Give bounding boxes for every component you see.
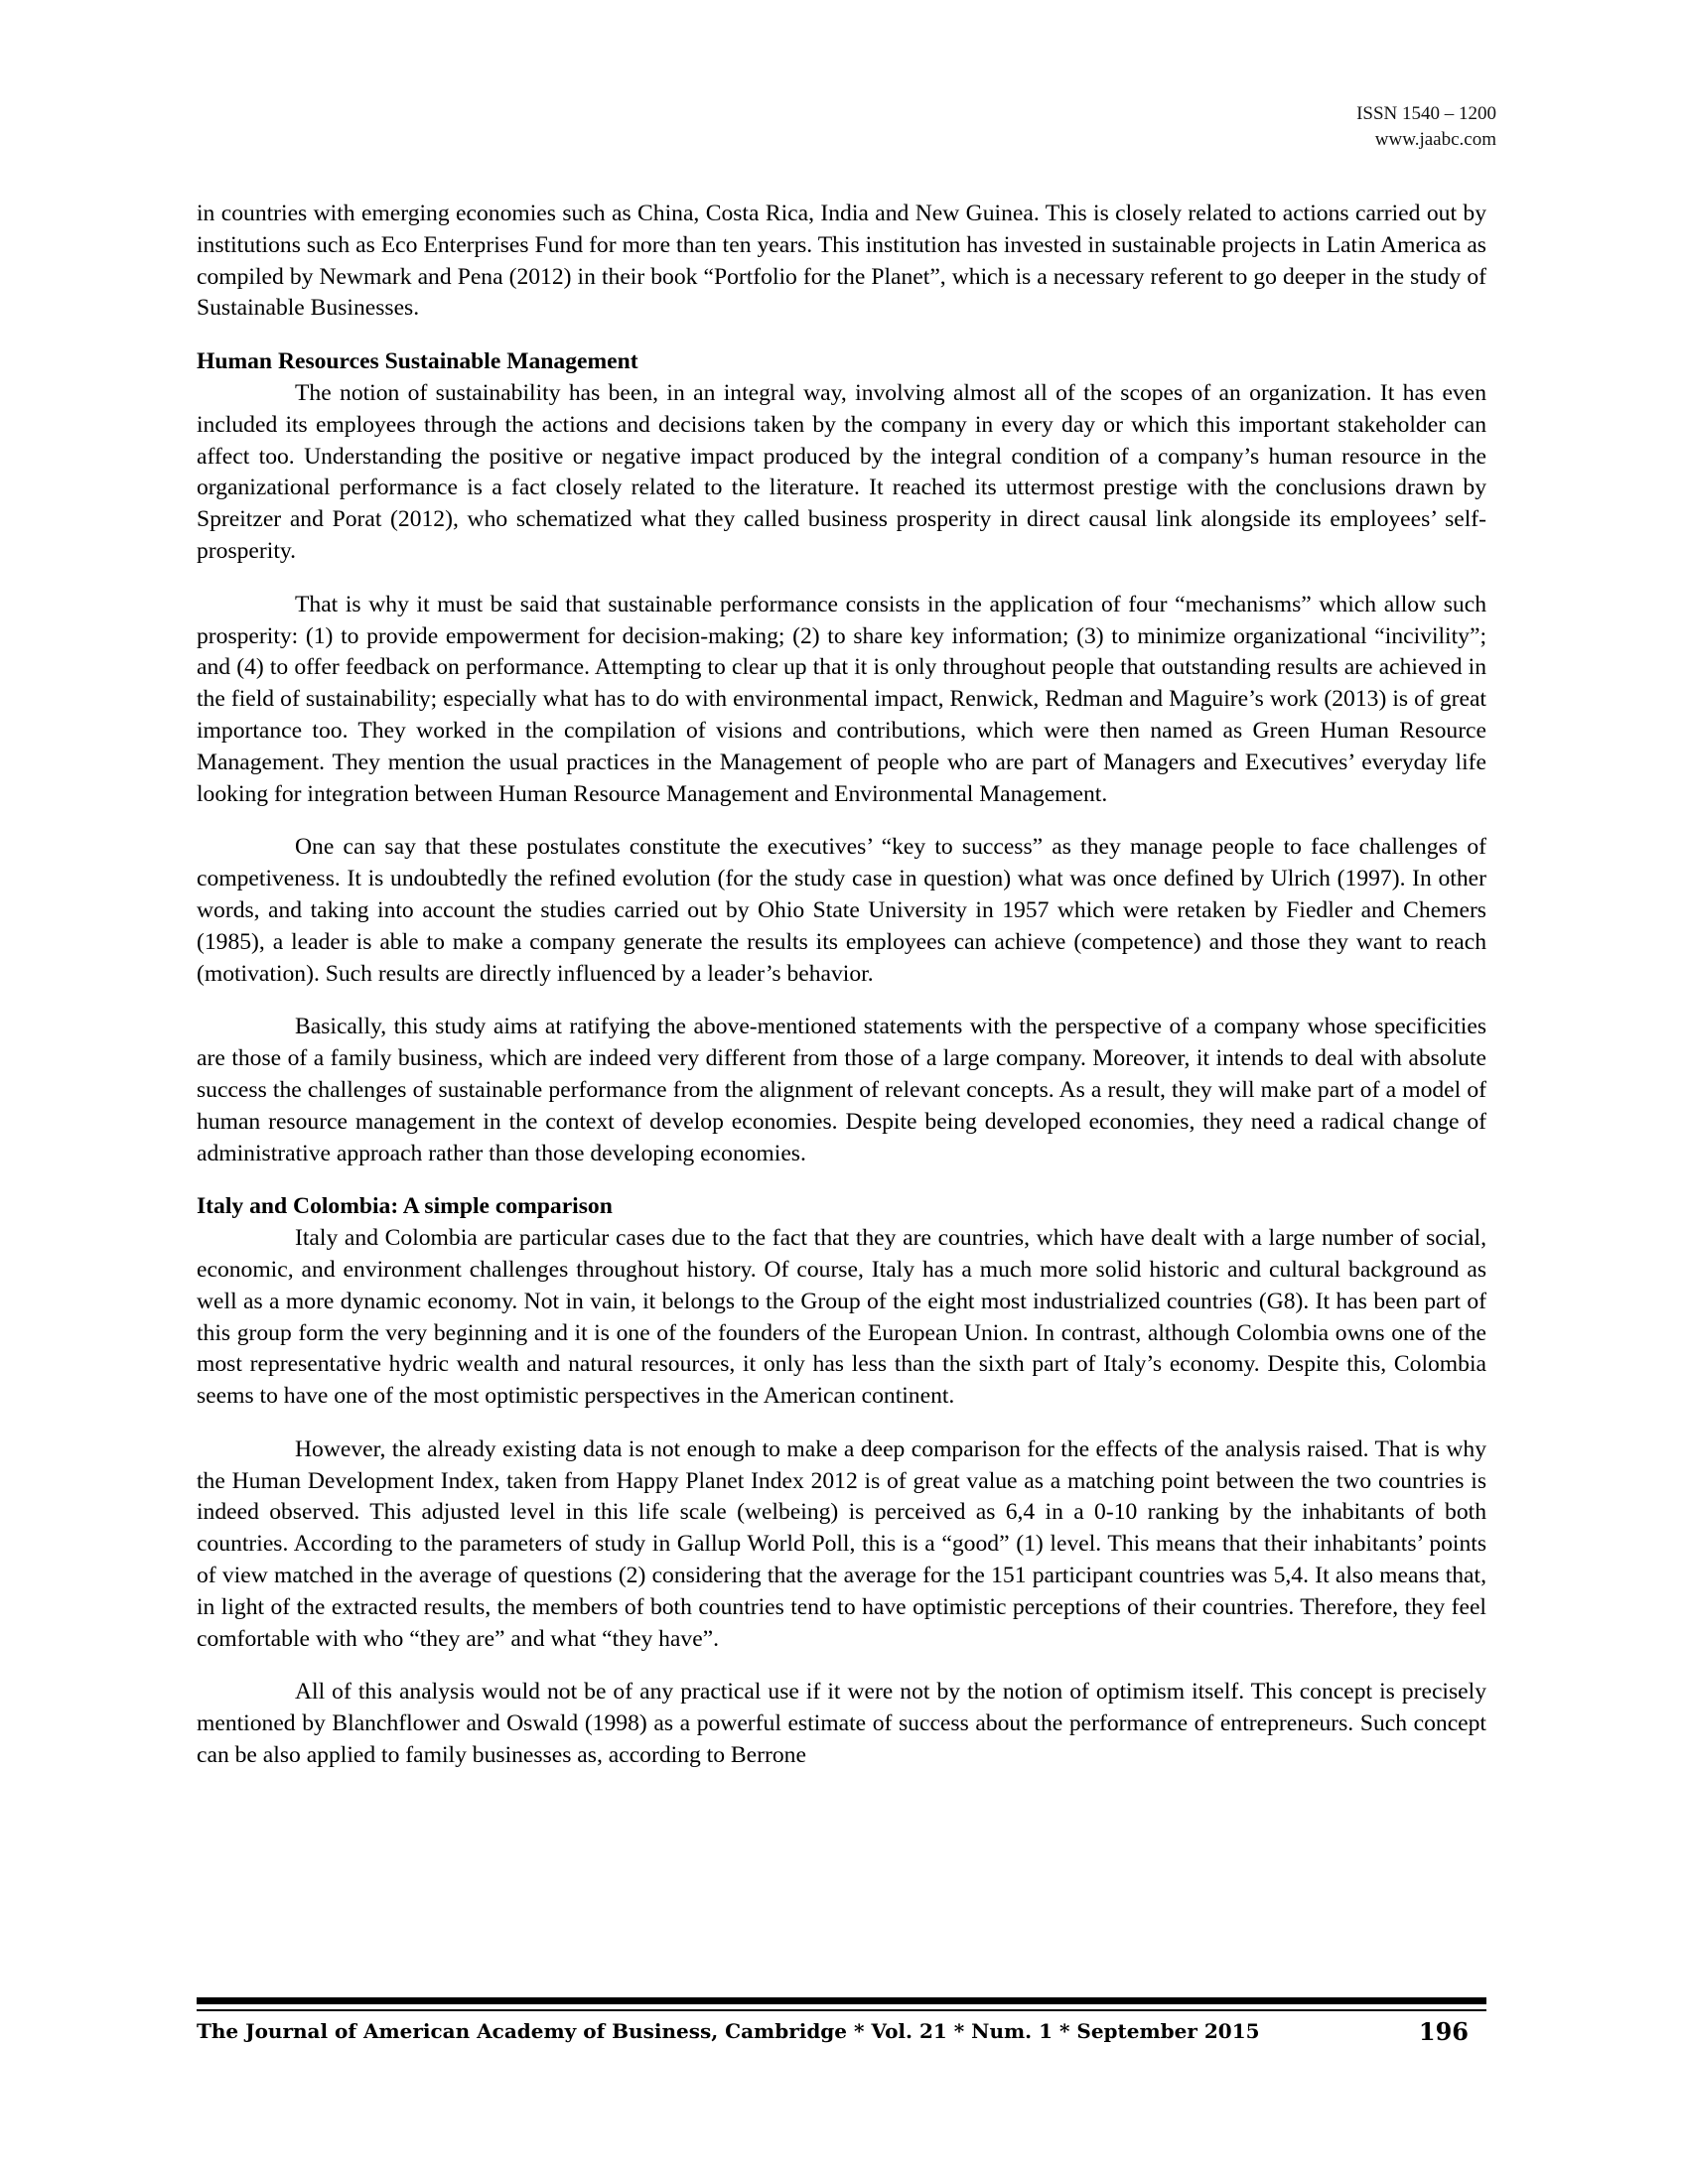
footer-rule-thin [197, 2009, 1486, 2011]
paragraph-7: However, the already existing data is not enough to make a deep comparison for the effects of the analysis raised. That is why the Human Development Index, taken from Happy Planet Index 2012 is of great value as a matching point between the two countries is indeed observed. This adjusted level in this life scale (welbeing) is perceived as 6,4 in a 0-10 ranking by the inhabitants of both countries. According to the parameters of study in Gallup World Poll, this is a “good” (1) level. This means that their inhabitants’ points of view matched in the average of questions (2) considering that the average for the 151 participant countries was 5,4. It also means that, in light of the extracted results, the members of both countries tend to have optimistic perceptions of their countries. Therefore, they feel comfortable with who “they are” and what “they have”. [197, 1435, 1486, 1652]
page-footer [197, 2019, 1486, 2049]
section-heading-hr: Human Resources Sustainable Management [197, 348, 638, 375]
section-heading-italy-colombia: Italy and Colombia: A simple comparison [197, 1193, 613, 1220]
page-header [1356, 101, 1496, 153]
website-label: www.jaabc.com [1374, 129, 1496, 150]
paragraph-8: All of this analysis would not be of any practical use if it were not by the notion of optimism itself. This concept is precisely mentioned by Blanchflower and Oswald (1998) as a powerful estimate of success about the performance of entrepreneurs. Such concept can be also applied to family businesses as, according to Berrone [197, 1679, 1486, 1769]
article-body [197, 199, 1486, 1772]
paragraph-5: Basically, this study aims at ratifying the above-mentioned statements with the perspective of a company whose specificities are those of a family business, which are indeed very different from those of a large company. Moreover, it intends to deal with absolute success the challenges of sustainable performance from the alignment of relevant concepts. As a result, they will make part of a model of human resource management in the context of develop economies. Despite being developed economies, they need a radical change of administrative approach rather than those developing economies. [197, 1014, 1486, 1166]
journal-citation: The Journal of American Academy of Business, Cambridge * Vol. 21 * Num. 1 * September 2015 [197, 2019, 1260, 2043]
paragraph-2: The notion of sustainability has been, in an integral way, involving almost all of the scopes of an organization. It has even included its employees through the actions and decisions taken by the company in every day or which this important stakeholder can affect too. Understanding the positive or negative impact produced by the integral condition of a company’s human resource in the organizational performance is a fact closely related to the literature. It reached its uttermost prestige with the conclusions drawn by Spreitzer and Porat (2012), who schematized what they called business prosperity in direct causal link alongside its employees’ self-prosperity. [197, 379, 1486, 564]
footer-rule-thick [197, 1997, 1486, 2004]
paragraph-3: That is why it must be said that sustainable performance consists in the application of four “mechanisms” which allow such prosperity: (1) to provide empowerment for decision-making; (2) to share key information; (3) to minimize organizational “incivility”; and (4) to offer feedback on performance. Attempting to clear up that it is only throughout people that outstanding results are achieved in the field of sustainability; especially what has to do with environmental impact, Renwick, Redman and Maguire’s work (2013) is of great importance too. They worked in the compilation of visions and contributions, which were then named as Green Human Resource Management. They mention the usual practices in the Management of people who are part of Managers and Executives’ everyday life looking for integration between Human Resource Management and Environmental Management. [197, 591, 1486, 807]
paragraph-6: Italy and Colombia are particular cases due to the fact that they are countries, which have dealt with a large number of social, economic, and environment challenges throughout history. Of course, Italy has a much more solid historic and cultural background as well as a more dynamic economy. Not in vain, it belongs to the Group of the eight most industrialized countries (G8). It has been part of this group form the very beginning and it is one of the founders of the European Union. In contrast, although Colombia owns one of the most representative hydric wealth and natural resources, it only has less than the sixth part of Italy’s economy. Despite this, Colombia seems to have one of the most optimistic perspectives in the American continent. [197, 1225, 1486, 1410]
page-number: 196 [1418, 2017, 1469, 2046]
issn-label: ISSN 1540 – 1200 [1356, 103, 1496, 124]
paragraph-4: One can say that these postulates constitute the executives’ “key to success” as they manage people to face challenges of competiveness. It is undoubtedly the refined evolution (for the study case in question) what was once defined by Ulrich (1997). In other words, and taking into account the studies carried out by Ohio State University in 1957 which were retaken by Fiedler and Chemers (1985), a leader is able to make a company generate the results its employees can achieve (competence) and those they want to reach (motivation). Such results are directly influenced by a leader’s behavior. [197, 834, 1486, 987]
paragraph-1: in countries with emerging economies such as China, Costa Rica, India and New Guinea. This is closely related to actions carried out by institutions such as Eco Enterprises Fund for more than ten years. This institution has invested in sustainable projects in Latin America as compiled by Newmark and Pena (2012) in their book “Portfolio for the Planet”, which is a necessary referent to go deeper in the study of Sustainable Businesses. [197, 201, 1486, 322]
